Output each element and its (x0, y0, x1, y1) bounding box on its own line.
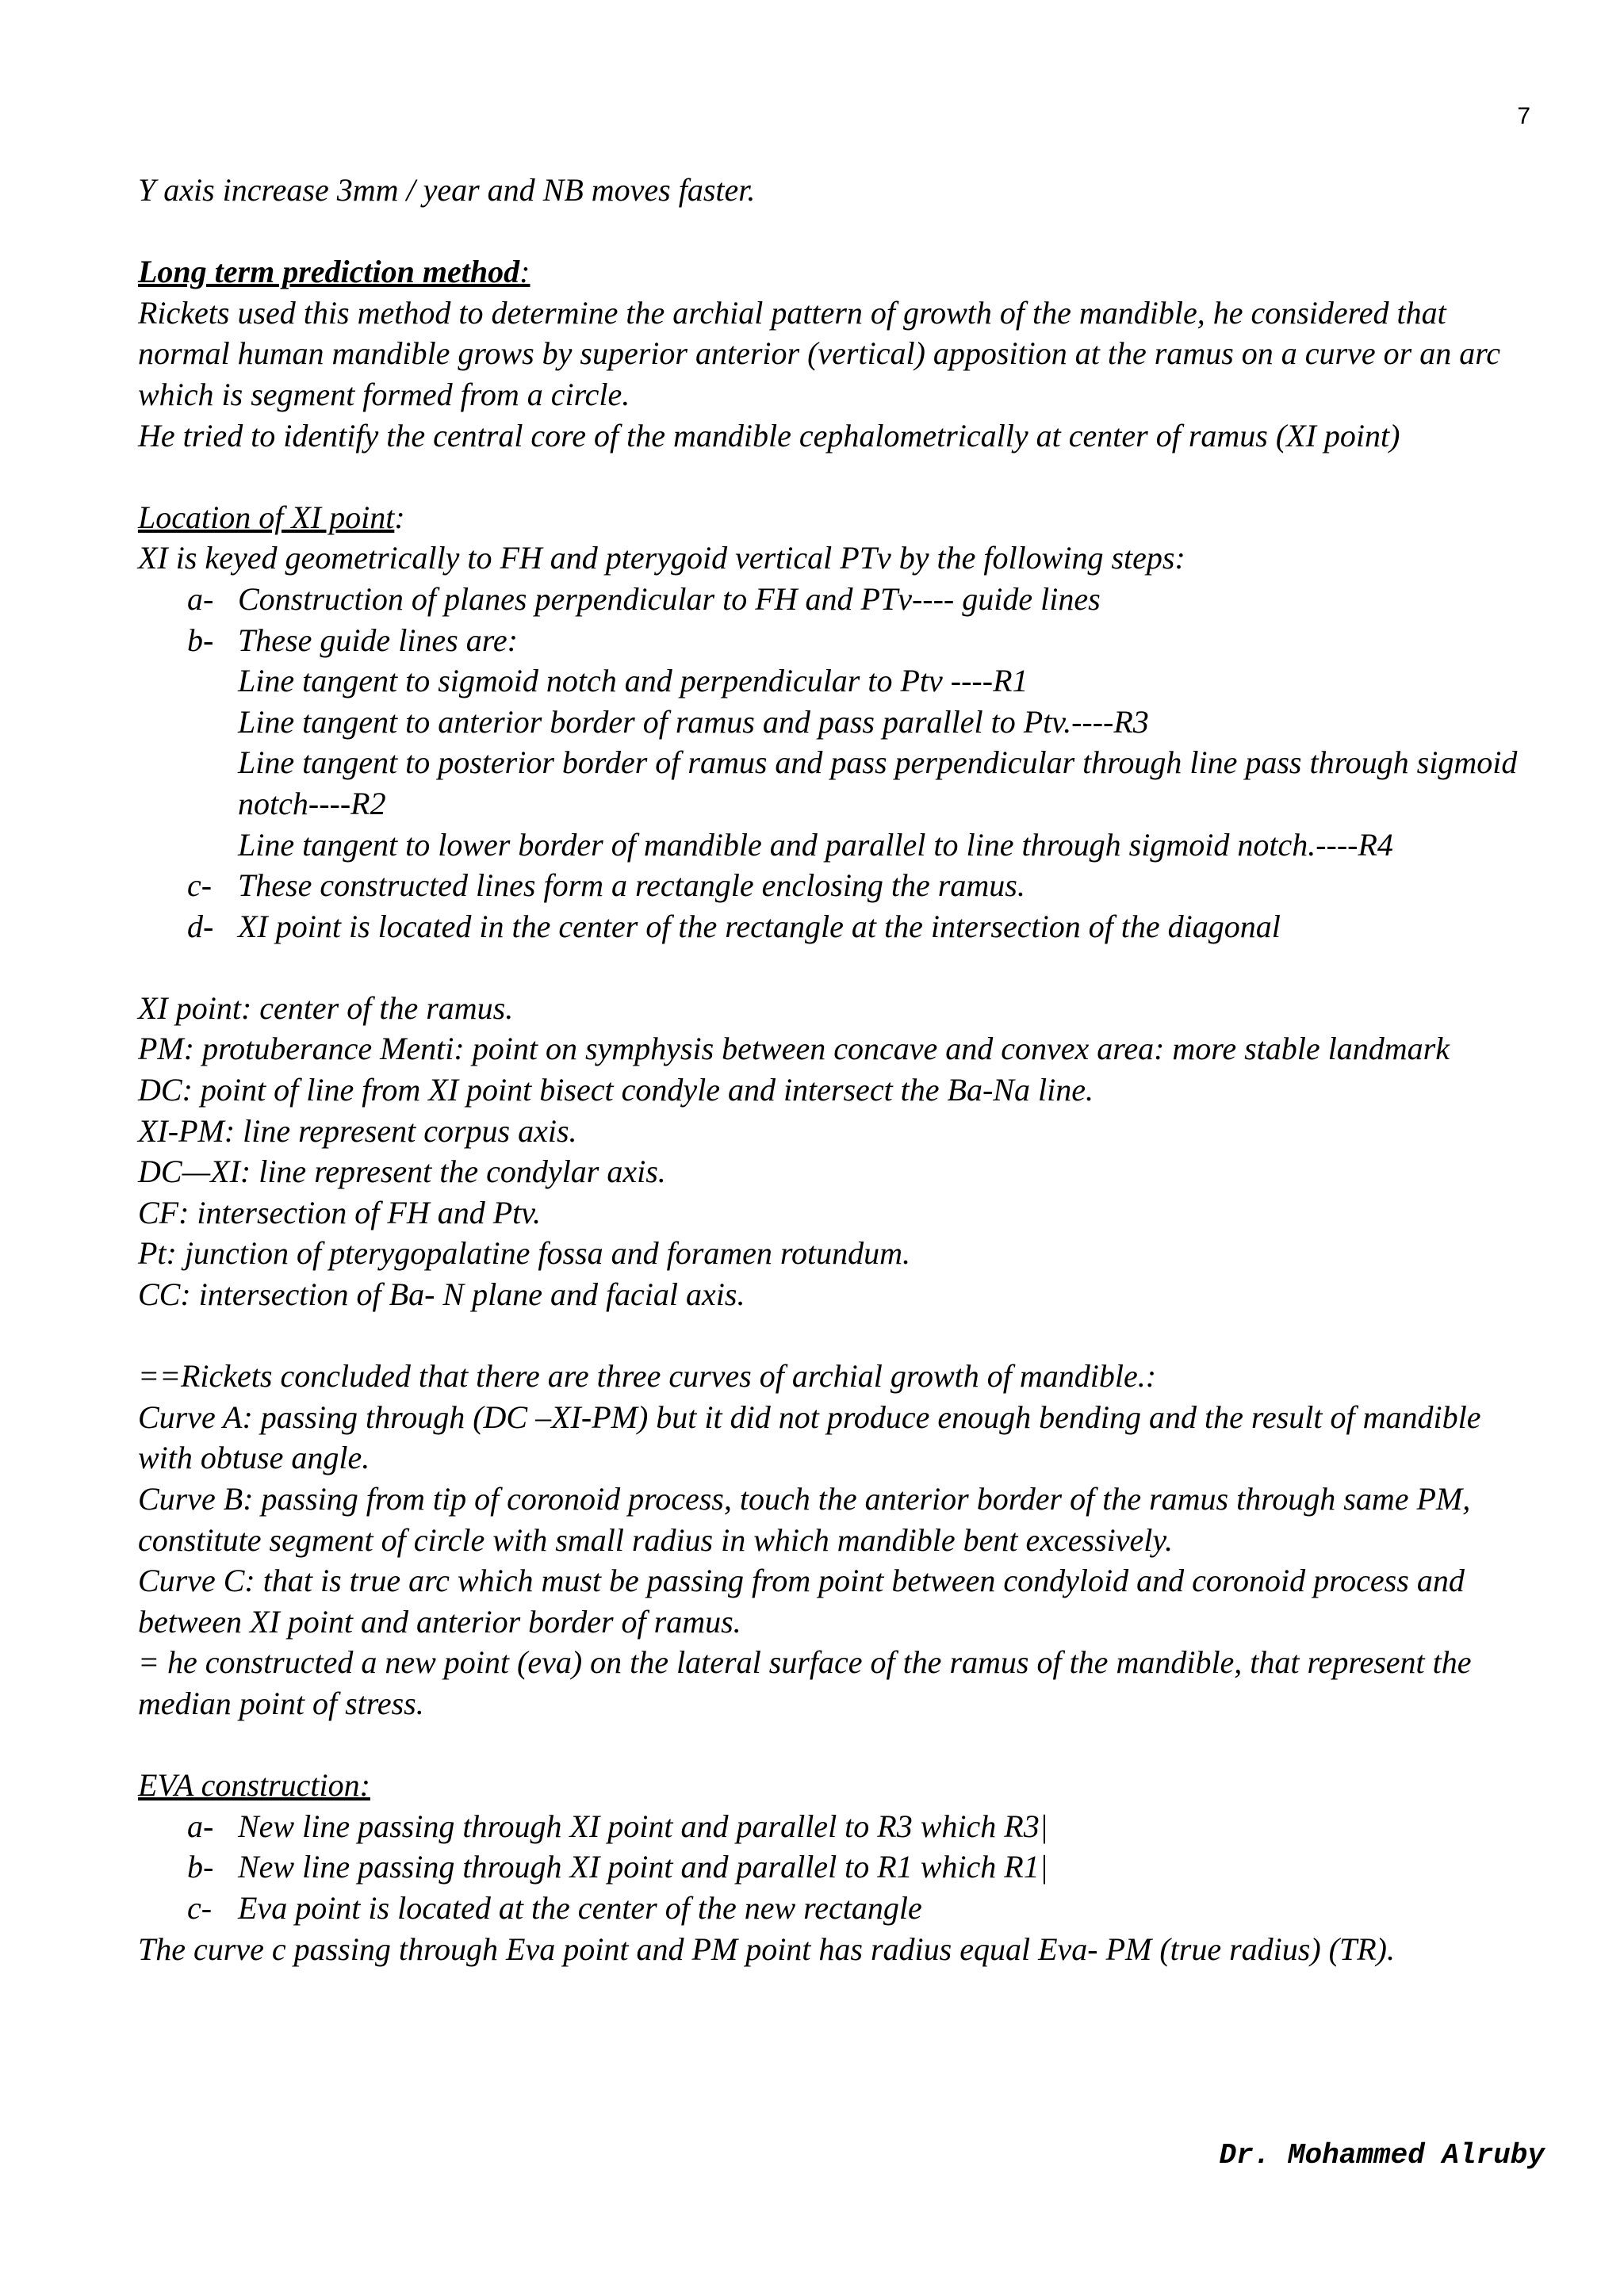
list-item (138, 579, 1534, 620)
guide-line: Line tangent to lower border of mandible and parallel to line through sigmoid notch.----R4 (238, 826, 1393, 863)
definition-line: DC: point of line from XI point bisect condyle and intersect the Ba-Na line. (138, 1072, 1094, 1108)
list-item-text: Construction of planes perpendicular to FH and PTv---- guide lines (238, 580, 1101, 617)
list-item (138, 620, 1534, 661)
curve-line: Curve A: passing through (DC –XI-PM) but it did not produce enough bending and the result of mandible with obtuse angle. (138, 1399, 1481, 1476)
list-marker: b- (187, 622, 214, 658)
definitions-block (138, 988, 1534, 1315)
intro-line: Y axis increase 3mm / year and NB moves faster. (138, 172, 756, 208)
long-term-paragraph: Rickets used this method to determine the archial pattern of growth of the mandible, he considered that normal human mandible grows by superior anterior (vertical) apposition at the ramus on a curve or an arc which is segment formed from a circle. (138, 294, 1501, 412)
curve-line: Curve B: passing from tip of coronoid process, touch the anterior border of the ramus through same PM, constitute segment of circle with small radius in which mandible bent excessively. (138, 1481, 1471, 1558)
xi-steps-list (138, 579, 1534, 660)
guide-line: Line tangent to anterior border of ramus and pass parallel to Ptv.----R3 (238, 703, 1149, 740)
curve-line: Curve C: that is true arc which must be passing from point between condyloid and coronoid process and between XI point and anterior border of ramus. (138, 1563, 1465, 1640)
guide-lines (138, 660, 1534, 865)
list-item (138, 1888, 1534, 1929)
curve-line: ==Rickets concluded that there are three curves of archial growth of mandible.: (138, 1358, 1157, 1395)
long-term-heading-colon: : (519, 254, 530, 290)
definition-line: PM: protuberance Menti: point on symphysis between concave and convex area: more stable landmark (138, 1031, 1450, 1067)
list-marker: a- (187, 1808, 214, 1844)
curve-line: = he constructed a new point (eva) on the lateral surface of the ramus of the mandible, that represent the median point of stress. (138, 1644, 1472, 1721)
list-item (138, 865, 1534, 906)
long-term-heading: Long term prediction method (138, 254, 520, 290)
list-item-text: Eva point is located at the center of the new rectangle (238, 1889, 922, 1926)
list-item (138, 1846, 1534, 1888)
author-signature: Dr. Mohammed Alruby (1219, 2139, 1545, 2172)
xi-steps-list-continued (138, 865, 1534, 947)
xi-location-heading-colon: : (394, 499, 405, 535)
definition-line: CF: intersection of FH and Ptv. (138, 1194, 542, 1230)
list-marker: c- (187, 1889, 213, 1926)
list-marker: d- (187, 908, 214, 944)
definition-line: XI-PM: line represent corpus axis. (138, 1112, 577, 1149)
definition-line: XI point: center of the ramus. (138, 989, 514, 1026)
eva-closing: The curve c passing through Eva point and PM point has radius equal Eva- PM (true radius) (TR). (138, 1931, 1395, 1967)
xi-location-intro: XI is keyed geometrically to FH and pterygoid vertical PTv by the following steps: (138, 540, 1185, 576)
list-item-text: These guide lines are: (238, 622, 518, 658)
list-item-text: These constructed lines form a rectangle enclosing the ramus. (238, 867, 1025, 904)
long-term-paragraph: He tried to identify the central core of the mandible cephalometrically at center of ramus (XI point) (138, 417, 1400, 453)
list-item (138, 1806, 1534, 1847)
list-marker: b- (187, 1849, 214, 1885)
definition-line: Pt: junction of pterygopalatine fossa and foramen rotundum. (138, 1235, 911, 1272)
xi-location-heading: Location of XI point (138, 499, 395, 535)
eva-steps-list (138, 1806, 1534, 1929)
long-term-heading-line (138, 251, 1534, 293)
curves-block (138, 1356, 1534, 1724)
list-item-text: XI point is located in the center of the rectangle at the intersection of the diagonal (238, 908, 1281, 944)
eva-heading: EVA construction: (138, 1767, 370, 1804)
xi-location-heading-line (138, 497, 1534, 538)
list-marker: c- (187, 867, 213, 904)
list-item (138, 906, 1534, 947)
list-marker: a- (187, 580, 214, 617)
document-body (138, 170, 1534, 1969)
list-item-text: New line passing through XI point and parallel to R3 which R3| (238, 1808, 1048, 1844)
guide-line: Line tangent to posterior border of ramus and pass perpendicular through line pass through sigmoid notch----R2 (238, 744, 1518, 821)
definition-line: DC—XI: line represent the condylar axis. (138, 1154, 666, 1190)
definition-line: CC: intersection of Ba- N plane and facial axis. (138, 1276, 745, 1313)
page-number: 7 (1517, 103, 1530, 129)
guide-line: Line tangent to sigmoid notch and perpendicular to Ptv ----R1 (238, 663, 1028, 699)
list-item-text: New line passing through XI point and parallel to R1 which R1| (238, 1849, 1048, 1885)
